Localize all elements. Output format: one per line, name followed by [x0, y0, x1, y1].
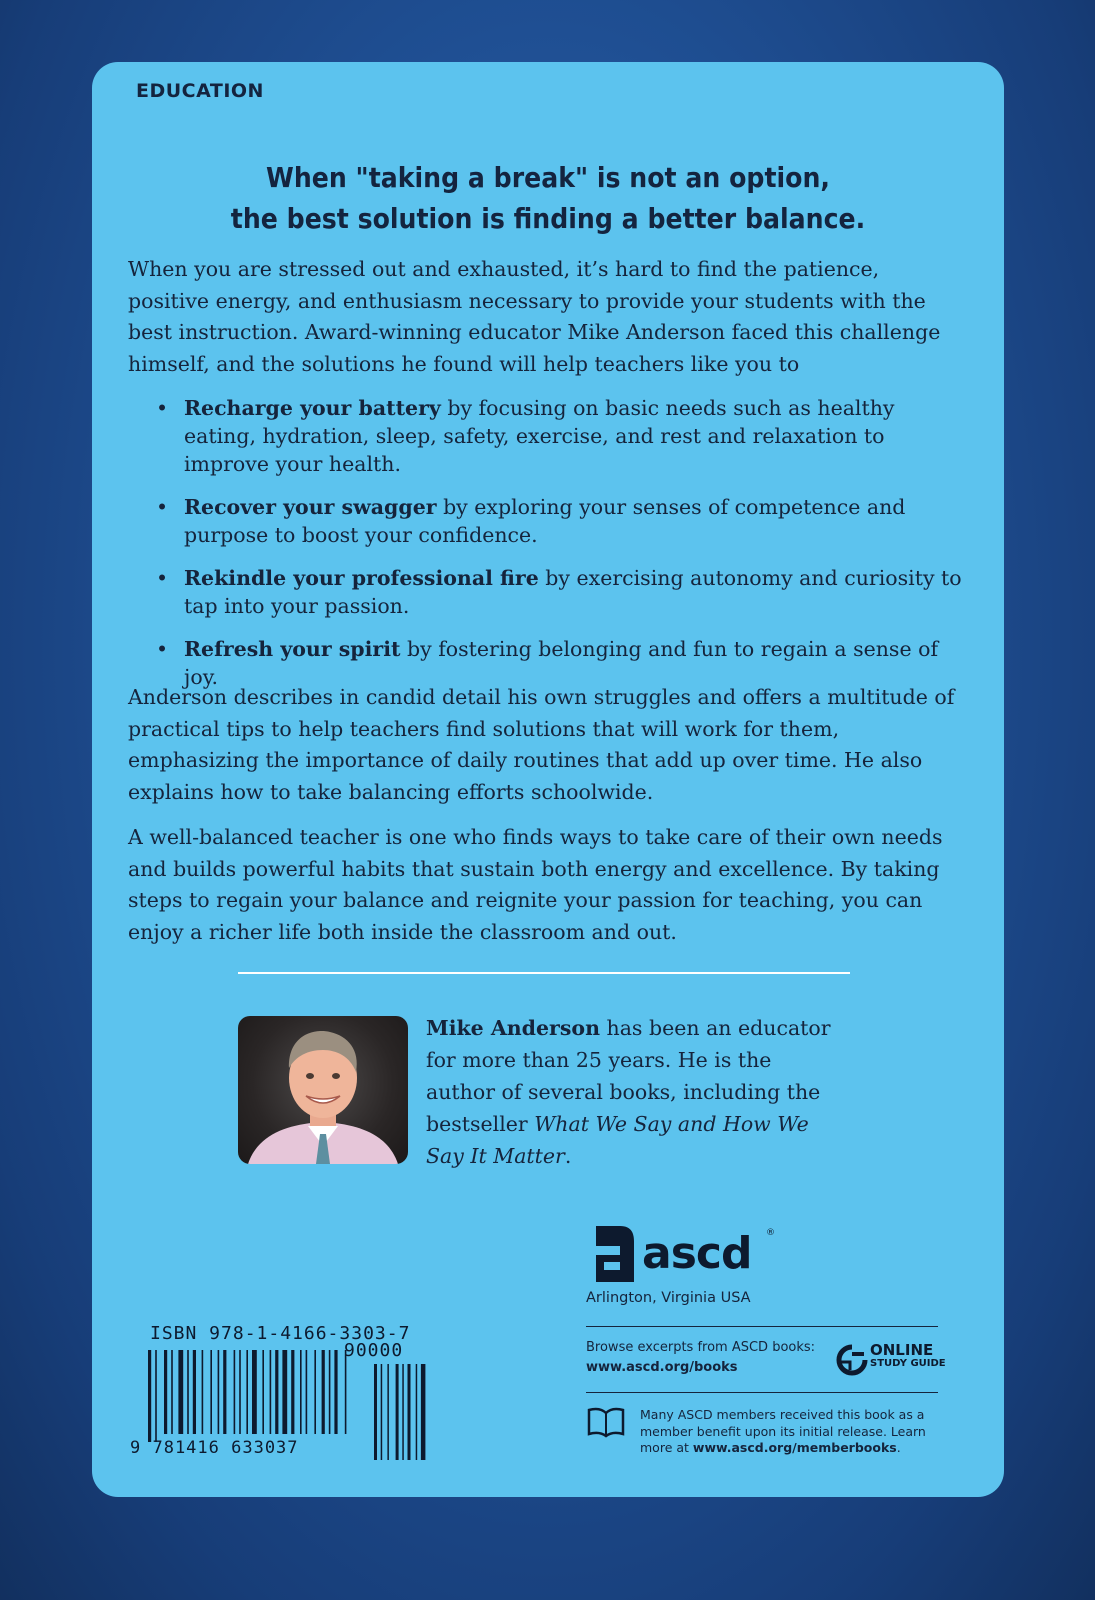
description-paragraph-2: Anderson describes in candid detail his own struggles and offers a multitude of practical tips to help teachers find solutions that will work for them, emphasizing the importance of daily routines that add up over time. He also explains how to take balancing efforts schoolwide. — [128, 685, 955, 804]
barcode-bar — [282, 1350, 287, 1434]
barcode-bar — [291, 1350, 294, 1434]
browse-url: www.ascd.org/books — [586, 1360, 738, 1375]
list-item: • Recover your swagger by exploring your senses of competence and purpose to boost your confidence. — [156, 495, 906, 547]
study-guide-line-1: ONLINE — [870, 1341, 934, 1359]
publisher-logo — [590, 1224, 790, 1284]
member-benefit-note — [640, 1407, 960, 1457]
barcode-bar — [306, 1350, 308, 1434]
barcode-bar — [246, 1350, 248, 1434]
author-bio — [426, 1012, 846, 1172]
member-url: www.ascd.org/memberbooks — [692, 1440, 897, 1455]
bullet-text: by exercising autonomy and curiosity to tap into your passion. — [184, 566, 962, 618]
barcode-bar — [421, 1364, 426, 1460]
barcode-bar — [374, 1364, 377, 1460]
barcode-bar — [387, 1364, 389, 1460]
member-text: Many ASCD members received this book as a member benefit upon its initial release. Learn more at — [640, 1407, 926, 1455]
barcode-bar — [148, 1350, 151, 1442]
barcode-bar — [402, 1364, 404, 1460]
barcode-bar — [275, 1350, 278, 1434]
back-cover-panel — [92, 62, 1004, 1497]
list-item: • Recharge your battery by focusing on basic needs such as healthy eating, hydration, sleep, safety, exercise, and rest and relaxation to improve your health. — [156, 396, 895, 476]
barcode-bar — [210, 1350, 212, 1434]
price-code: 90000 — [344, 1340, 404, 1361]
divider — [238, 972, 850, 974]
author-photo — [238, 1016, 408, 1164]
bullet-title: Refresh your spirit — [184, 637, 401, 661]
barcode-bar — [164, 1350, 167, 1434]
barcode-bar — [187, 1350, 189, 1434]
ean-digits: 9 781416 633037 — [130, 1438, 299, 1458]
barcode-bar — [223, 1350, 226, 1434]
bullet-text: by focusing on basic needs such as healthy eating, hydration, sleep, safety, exercise, and rest and relaxation to improve your health. — [184, 396, 895, 476]
registered-mark: ® — [766, 1228, 775, 1238]
bullet-text: by fostering belonging and fun to regain a sense of joy. — [184, 637, 939, 689]
member-end: . — [896, 1440, 901, 1455]
divider — [586, 1326, 938, 1327]
barcode-bar — [193, 1350, 196, 1434]
barcode-bar — [178, 1350, 183, 1434]
online-study-guide-badge — [836, 1340, 946, 1380]
open-book-icon — [586, 1406, 626, 1440]
ascd-mark-icon — [590, 1224, 640, 1284]
barcode-bar — [322, 1350, 325, 1434]
barcode-bar — [155, 1350, 157, 1442]
barcode-bar — [345, 1350, 347, 1434]
barcode-bar — [396, 1364, 399, 1460]
publisher-name: ascd — [642, 1228, 752, 1279]
barcode-bar — [381, 1364, 383, 1460]
author-bio-text: has been an educator for more than 25 years. He is the author of several books, including the bestseller — [426, 1016, 831, 1136]
barcode-bar — [252, 1350, 257, 1434]
intro-paragraph: When you are stressed out and exhausted, it’s hard to find the patience, positive energy, and enthusiasm necessary to provide your students with the best instruction. Award-winning educator Mike Anderson faced this challenge himself, and the solutions he found will help teachers like you to — [128, 257, 941, 376]
headline-line-1: When "taking a break" is not an option, — [266, 161, 830, 194]
barcode-bar — [329, 1350, 331, 1434]
headline-line-2: the best solution is finding a better balance. — [230, 202, 866, 235]
bullet-title: Rekindle your professional fire — [184, 566, 539, 590]
description-paragraph-3: A well-balanced teacher is one who finds ways to take care of their own needs and builds powerful habits that sustain both energy and excellence. By taking steps to regain your balance and reignite your passion for teaching, you can enjoy a richer life both inside the classroom and out. — [128, 825, 943, 944]
barcode-bar — [314, 1350, 316, 1434]
barcode-bar — [270, 1350, 272, 1434]
benefit-list — [152, 394, 972, 706]
barcode-bar — [300, 1350, 302, 1434]
book-title: What We Say and How We Say It Matter — [426, 1112, 809, 1168]
bullet-text: by exploring your senses of competence and purpose to boost your confidence. — [184, 495, 906, 547]
author-bio-end: . — [564, 1144, 572, 1168]
category-label: EDUCATION — [136, 80, 264, 102]
barcode-bar — [239, 1350, 241, 1434]
barcode-bar — [408, 1364, 411, 1460]
isbn-text: ISBN 978-1-4166-3303-7 — [150, 1323, 411, 1344]
bullet-title: Recharge your battery — [184, 396, 441, 420]
browse-label: Browse excerpts from ASCD books: — [586, 1340, 816, 1355]
bullet-title: Recover your swagger — [184, 495, 437, 519]
barcode-bar — [234, 1350, 236, 1434]
barcode-bar — [262, 1350, 264, 1434]
study-guide-icon — [836, 1344, 868, 1376]
study-guide-line-2: STUDY GUIDE — [870, 1358, 946, 1369]
list-item: • Refresh your spirit by fostering belonging and fun to regain a sense of joy. — [156, 637, 939, 689]
barcode-bar — [334, 1350, 337, 1434]
author-name: Mike Anderson — [426, 1016, 600, 1040]
barcode-bar — [171, 1350, 173, 1434]
divider — [586, 1392, 938, 1393]
barcode-bar — [416, 1364, 418, 1460]
headline — [138, 157, 959, 239]
barcode-bar — [218, 1350, 220, 1434]
publisher-location: Arlington, Virginia USA — [586, 1290, 751, 1306]
list-item: • Rekindle your professional fire by exercising autonomy and curiosity to tap into your passion. — [156, 566, 962, 618]
browse-excerpts — [586, 1338, 815, 1378]
barcode-bar — [202, 1350, 204, 1434]
